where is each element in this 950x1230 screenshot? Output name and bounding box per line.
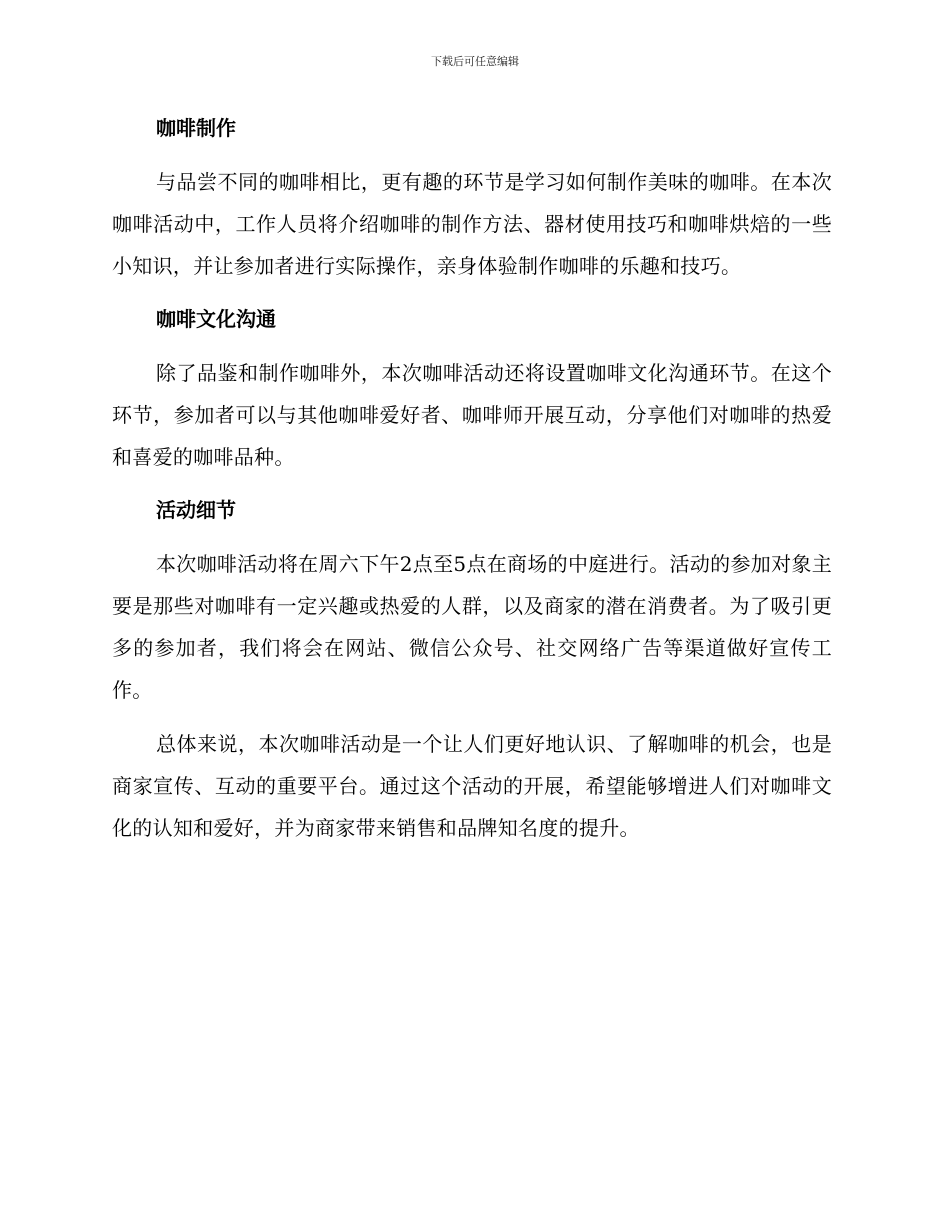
paragraph-coffee-making: 与品尝不同的咖啡相比，更有趣的环节是学习如何制作美味的咖啡。在本次咖啡活动中，工作人员将介绍咖啡的制作方法、器材使用技巧和咖啡烘焙的一些小知识，并让参加者进行实际操作，亲身体验制作咖啡的乐趣和技巧。 bbox=[112, 170, 832, 278]
document-body bbox=[112, 108, 832, 849]
paragraph-summary: 总体来说，本次咖啡活动是一个让人们更好地认识、了解咖啡的机会，也是商家宣传、互动的重要平台。通过这个活动的开展，希望能够增进人们对咖啡文化的认知和爱好，并为商家带来销售和品牌知名度的提升。 bbox=[112, 732, 832, 840]
section-heading-coffee-culture: 咖啡文化沟通 bbox=[156, 307, 276, 331]
paragraph-event-details: 本次咖啡活动将在周六下午2点至5点在商场的中庭进行。活动的参加对象主要是那些对咖啡有一定兴趣或热爱的人群，以及商家的潜在消费者。为了吸引更多的参加者，我们将会在网站、微信公众号、社交网络广告等渠道做好宣传工作。 bbox=[112, 552, 832, 702]
header-note: 下载后可任意编辑 bbox=[431, 55, 519, 68]
section-heading-coffee-making: 咖啡制作 bbox=[156, 116, 236, 140]
section-heading-event-details: 活动细节 bbox=[156, 498, 236, 522]
paragraph-coffee-culture: 除了品鉴和制作咖啡外，本次咖啡活动还将设置咖啡文化沟通环节。在这个环节，参加者可以与其他咖啡爱好者、咖啡师开展互动，分享他们对咖啡的热爱和喜爱的咖啡品种。 bbox=[112, 361, 832, 469]
